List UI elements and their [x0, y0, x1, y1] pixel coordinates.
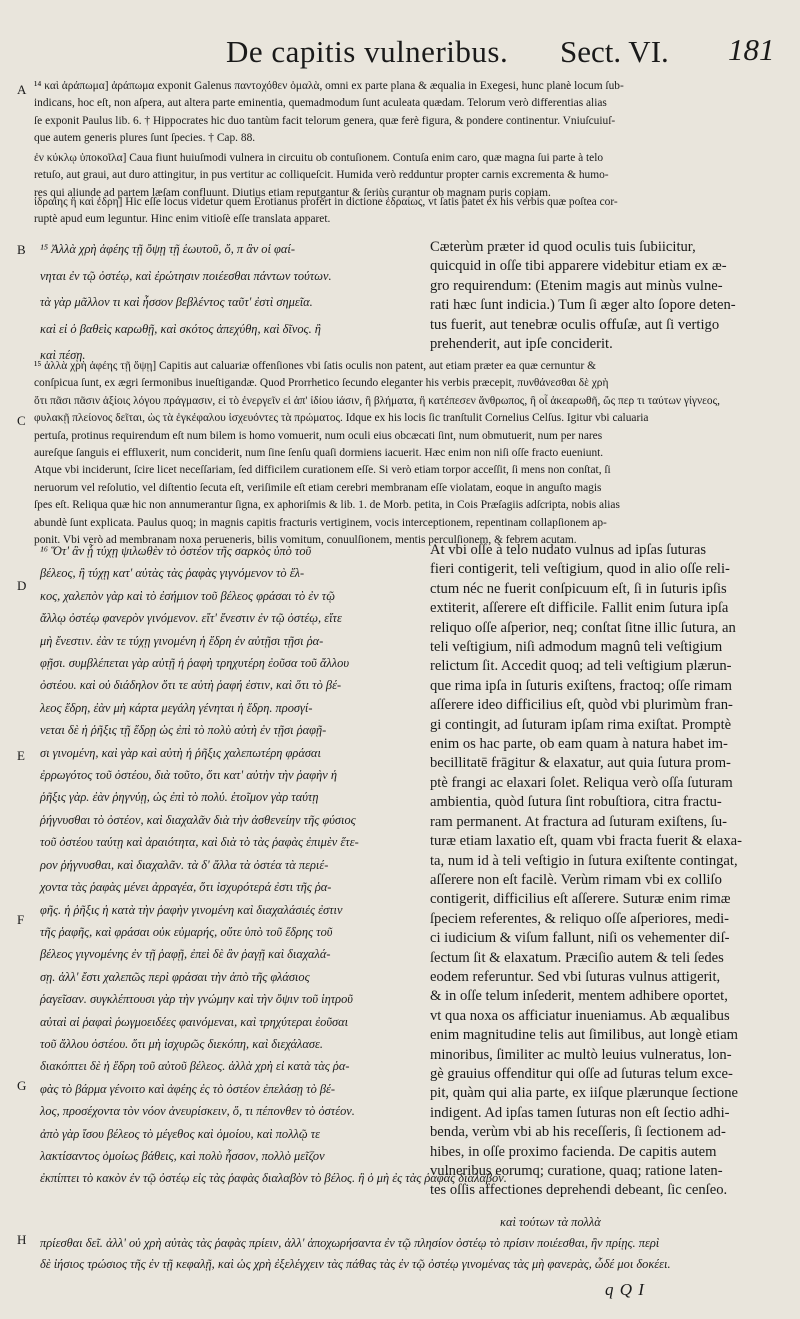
- signature-mark: q Q I: [605, 1280, 645, 1299]
- latin-line: indigent. Ad ipſas tamen ſuturas non eſt ſectio adhi-: [430, 1104, 730, 1121]
- latin-line: ram permanent. At fractura ad ſuturam exiſtens, ſu-: [430, 813, 728, 830]
- latin-line: que rima ipſa in ſuturis exiſtens, fractoq; oſſe rimam: [430, 677, 732, 694]
- greek-line: φῇσι. συμβλέπεται γὰρ αὐτῇ ἡ ῥαφὴ τρηχυτέρη ἐοῦσα τοῦ ἄλλου: [40, 656, 350, 671]
- latin-line: ſpeciem referentes, & reliquo oſſe aſperiores, medi-: [430, 910, 730, 927]
- running-title: De capitis vulneribus.: [226, 34, 509, 69]
- latin-line: eodem referuntur. Sed vbi ſuturas vulnus attigerit,: [430, 968, 721, 985]
- note-capitis: [34, 358, 780, 549]
- latin-line: ſectum ſit & elaxatum. Præciſio autem & teli ſedes: [430, 949, 724, 966]
- note-line: conſpicua ſunt, ex ægri ſermonibus inueſtigandæ. Quod Prorrhetico ſecundo eleganter his verbis præcepit, πυνθάνεσθαι δὲ χρὴ: [34, 377, 609, 390]
- greek-line: δὲ ἰήσιος τρώσιος τῆς ἐν τῇ κεφαλῇ, καὶ ὡς χρὴ ἐξελέγχειν τὰς πάθας τὰς ἐν τῷ ὀστέῳ γινομένας τὰς μὴ φανερὰς, ὧδέ μοι δοκέει.: [40, 1257, 671, 1271]
- section-title: Sect. VI.: [560, 34, 669, 69]
- note-line: ¹⁴ καὶ ἀράπωμα] ἀράπωμα exponit Galenus παντοχόθεν ὁμαλὰ, omni ex parte plana & æqualia in Exegesi, hunc planè locum ſub-: [34, 80, 624, 92]
- note-line: ὅτι πᾶσι πᾶσιν ἀξίοις λόγου πράγμασιν, εἰ τὸ ἐνεργεῖν εἰ ἀπ' ἰδίου ἰάσιν, ἢ βλήματα, ἢ κατέπεσεν ἄνθρωπος, ἢ οἷ ἀκεαρωθῆ, ὥς περ τι ταύτων γίγνεος,: [34, 394, 720, 407]
- latin-line: minoribus, ſimiliter ac multò leuius vulneratus, lon-: [430, 1046, 732, 1063]
- latin-line: becillitatē frāgitur & elaxatur, aut quia ſutura prom-: [430, 755, 731, 772]
- latin-line: teli veſtigium, niſi admodum magnû teli veſtigium: [430, 639, 723, 656]
- greek-line: ἄλλῳ ὀστέῳ φανερὸν γινόμενον. εἴτ' ἔνεστιν ἐν τῷ ὀστέῳ, εἴτε: [40, 611, 342, 626]
- latin-line: enim os hac parte, ob eam quam à natura habet im-: [430, 736, 728, 753]
- greek-line: καὶ τούτων τὰ πολλὰ: [500, 1215, 601, 1229]
- greek-line: τοῦ ὀστέου ταύτῃ καὶ ἀραιότητα, καὶ διὰ τὸ τὰς ῥαφὰς ἐπιμὲν ἕτε-: [40, 835, 359, 850]
- margin-letter-h: H: [17, 1232, 27, 1247]
- latin-line: reliquo oſſe aſperior, neq; conſtat ſitne illic ſutura, an: [430, 619, 736, 636]
- margin-letter-c: C: [17, 413, 26, 428]
- note-line: Atque vbi inciderunt, ſcire licet neceſſariam, ſed difficilem curationem eſſe. Si verò etiam torpor acceſſit, ſi mens non conſtat, ſi: [34, 464, 611, 477]
- latin-line: ctum néc ne fuerit conſpicuum eſt, ſi in ſuturis ipſis: [430, 580, 727, 597]
- greek-line: ῥήγνυσθαι τὸ ὀστέον, καὶ διαχαλᾶν διὰ τὴν ἀσθενείην τῆς φύσιος: [40, 812, 356, 827]
- greek-line: ἐρρωγότος τοῦ ὀστέου, διὰ τοῦτο, ὅτι κατ' αὐτὴν τὴν ῥαφὴν ἡ: [40, 768, 337, 783]
- greek-line: νηται ἐν τῷ ὀστέῳ, καὶ ἐρώτησιν ποιέεσθαι πάντων τούτων.: [40, 268, 332, 283]
- greek-line: ¹⁵ Ἀλλὰ χρὴ ἀφέης τῇ ὄψῃ τῇ ἑωυτοῦ, ὅ, π ἂν οἱ φαί-: [40, 242, 295, 256]
- greek-line: αὐταὶ αἱ ῥαφαὶ ῥωγμοειδέες φαινόμεναι, καὶ τρηχύτεραι ἐοῦσαι: [40, 1014, 349, 1029]
- margin-letter-a: A: [17, 82, 27, 97]
- greek-line: ῥῆξις γὰρ. ἐὰν ῥηγνύῃ, ὡς ἐπὶ τὸ πολύ. ἑτοῖμον γὰρ ταύτῃ: [40, 790, 319, 805]
- latin-line: gro requirendum: (Etenim magis aut minùs vulne-: [430, 277, 723, 294]
- latin-line: enim magnitudine telis aut ſimilibus, aut longè etiam: [430, 1027, 739, 1044]
- latin-line: extiterit, aſſerere eſt difficile. Fallit enim ſutura ipſa: [430, 600, 729, 617]
- greek-line: τῆς ῥαφῆς, καὶ φράσαι οὐκ εὐμαρής, οὔτε ὑπὸ τοῦ ἕδρης τοῦ: [40, 924, 333, 939]
- greek-line: λακτίσαντος ὁμοίως βάθεις, καὶ πολὺ ἧσσον, πολλὸ μεῖζον: [40, 1148, 325, 1163]
- latin-line: ambientia, quòd ſutura ſint robuſtiora, citra fractu-: [430, 794, 722, 811]
- note-line: ἐν κύκλῳ ὑποκοῖλα] Caua fiunt huiuſmodi vulnera in circuitu ob contuſionem. Contuſa enim caro, quæ magna ſui parte à telo: [34, 152, 604, 164]
- latin-line: relictum ſit. Accedit quoq; ad teli veſtigium plærun-: [430, 658, 732, 675]
- latin-line: turæ etiam laxatio eſt, quam vbi fracta fuerit & elaxa-: [430, 833, 743, 850]
- greek-line: ἀπὸ γὰρ ἴσου βέλεος τὸ μέγεθος καὶ ὁμοίου, καὶ πολλῷ τε: [40, 1126, 321, 1141]
- latin-text-b: [430, 238, 772, 354]
- greek-line: διακόπτει δὲ ἡ ἕδρη τοῦ αὐτοῦ βέλεος. ἀλλὰ χρὴ εἰ κατὰ τὰς ῥα-: [40, 1059, 350, 1074]
- note-line: ſpes eſt. Reliqua quæ hic non annumerantur ſigna, ex aphoriſmis & lib. 1. de Morb. petita, in Cois Præſagiis adſcripta, nobis alias: [34, 499, 620, 512]
- latin-text-d: [430, 541, 772, 1201]
- greek-line: μὴ ἔνεστιν. ἐὰν τε τύχῃ γινομένη ἡ ἕδρη ἐν αὐτῇσι τῇσι ῥα-: [40, 633, 324, 648]
- greek-line: νεται δὲ ἡ ῥῆξις τῇ ἕδρῃ ὡς ἐπὶ τὸ πολὺ αὐτὴ ἐν τῇσι ῥαφῇ-: [40, 723, 327, 738]
- note-line: que autem generis plures ſunt ſpecies. † Cap. 88.: [34, 132, 256, 145]
- latin-line: tes oſſis affectiones deprehendi debeant, ſic cenſeo.: [430, 1182, 728, 1199]
- note-line: neruorum vel reſolutio, vel diſtentio ſecuta eſt, veriſimile eſt etiam cerebri membranam eſſe violatam, eoque in anguſto magis: [34, 481, 602, 494]
- latin-line: & in oſſe telum inſederit, mentem adhibere oportet,: [430, 988, 728, 1005]
- greek-line: ἐκπίπτει τὸ κακὸν ἐν τῷ ὀστέῳ εἰς τὰς ῥαφὰς διαλαβὸν τὸ βέλος. ἢ ὁ μὴ ἐς τὰς ῥαφὰς διαλαβόν.: [40, 1171, 507, 1186]
- latin-line: quicquid in oſſe tibi apparere videbitur etiam ex æ-: [430, 258, 727, 275]
- note-line: retuſo, aut graui, aut duro attingitur, in pus vertitur ac colliqueſcit. Humida verò redduntur propter carnis excrementa & humo-: [34, 169, 609, 182]
- note-line: ponit. Vbi verò ad membranam noxa perueneris, bilis vomitum, conuulſionem, mentis perculſionem, & febrem acutam.: [34, 534, 577, 547]
- greek-text-d: [40, 540, 507, 1190]
- greek-line: πρίεσθαι δεῖ. ἀλλ' οὐ χρὴ αὐτὰς τὰς ῥαφὰς πρίειν, ἀλλ' ἀποχωρήσαντα ἐν τῷ πλησίον ὀστέῳ τὸ πρίσιν ποιέεσθαι, ἢν πρίῃς. περὶ: [40, 1236, 660, 1250]
- margin-letter-d: D: [17, 578, 27, 593]
- note-line: pertuſa, protinus requirendum eſt num bilem is homo vomuerit, num oculi eius obcæcati ſint, num obmutuerit, num per nares: [34, 429, 603, 442]
- greek-line: χοντα τὰς ῥαφὰς μένει ἀρραγέα, ὅτι ἰσχυρότερά ἐστι τῆς ῥα-: [40, 880, 332, 895]
- greek-line: λεος ἕδρη, ἐὰν μὴ κάρτα μεγάλη γένηται ἡ ἕδρη. προσγί-: [40, 700, 313, 715]
- greek-line: κος, χαλεπὸν γὰρ καὶ τὸ ἐσήμιον τοῦ βέλεος φράσαι τὸ ἐν τῷ: [40, 588, 335, 603]
- latin-line: pit, quàm qui alia parte, ex iiſque plærunque ſectione: [430, 1085, 739, 1102]
- latin-line: gè grauius offenditur qui oſſe ad ſuturas telum exce-: [430, 1065, 733, 1082]
- greek-line: φῆς. ἡ ῥῆξις ἡ κατὰ τὴν ῥαφὴν γινομένη καὶ διαχαλάσιές ἐστιν: [40, 902, 343, 917]
- note-line: φυλακῇ πλείονος δεῖται, ὡς τὰ ἐγκέφαλου ἰσχευόντες τὰ πρώματος. Idque ex his locis ſic tranſtulit Cornelius Celſus. Igitur vbi caluaria: [34, 412, 649, 425]
- latin-line: contigerit, difficilius eſt aſſerere. Suturæ enim rimæ: [430, 891, 731, 908]
- greek-text-b: [40, 236, 425, 369]
- latin-line: aſſerere ideo difficilius eſt, quòd vbi plurimùm fran-: [430, 697, 733, 714]
- greek-line: ρον ῥήγνυσθαι, καὶ διαχαλᾶν. τὰ δ' ἄλλα τὰ ὀστέα τὰ περιέ-: [40, 857, 329, 872]
- latin-line: prehenderit, aut ipſe conciderit.: [430, 336, 613, 353]
- latin-line: Cæterùm præter id quod oculis tuis ſubiicitur,: [430, 239, 696, 255]
- note-hedre: [34, 194, 780, 229]
- greek-line: ῥαγεῖσαν. συγκλέπτουσι γὰρ τὴν γνώμην καὶ τὴν ὄψιν τοῦ ἰητροῦ: [40, 992, 353, 1007]
- note-line: ἰδραίης ἢ καὶ ἐδρη] Hic eſſe locus videtur quem Erotianus profert in dictione ἐδραίως, vt ſatis patet ex his verbis quæ poſtea cor-: [34, 196, 618, 208]
- note-line: ruptè apud eum leguntur. Hinc enim vitioſè eſſe translata apparet.: [34, 213, 331, 226]
- latin-line: rati hæc ſunt indicia.) Tum ſi æger alto ſopore deten-: [430, 297, 736, 314]
- note-line: ¹⁵ ἀλλὰ χρὴ ἀφέης τῇ ὄψῃ] Capitis aut caluariæ offenſiones vbi ſatis oculis non patent, aut etiam præter ea quæ cernuntur &: [34, 360, 597, 372]
- latin-line: ptè frangi ac elaxari ſolet. Reliqua verò oſſa ſuturam: [430, 774, 733, 791]
- latin-line: vt qua noxa os afficiatur inueniamus. Ab æqualibus: [430, 1007, 730, 1024]
- greek-line: βέλεος, ἢ τύχῃ κατ' αὐτὰς τὰς ῥαφὰς γιγνόμενον τὸ ἕλ-: [40, 566, 305, 581]
- latin-line: ci iudicium & viſum fallunt, niſi os vehementer diſ-: [430, 930, 730, 947]
- note-line: indicans, hoc eſt, non aſpera, aut altera parte eminentia, quemadmodum ſunt aculeata quædam. Telorum verò differentias alias: [34, 97, 607, 110]
- margin-letter-b: B: [17, 242, 26, 257]
- note-line: ſe exponit Paulus lib. 6. † Hippocrates hic duo tantùm facit telorum genera, quæ ferè figura, & pondere continentur. Vniuſcuiuſ-: [34, 114, 616, 127]
- greek-line: λος, προσέχοντα τὸν νόον ἀνευρίσκειν, ὅ, τι πέπονθεν τὸ ὀστέον.: [40, 1104, 355, 1119]
- greek-line: βέλεος γιγνομένης ἐν τῇ ῥαφῇ, ἐπεὶ δὲ ἂν ῥαγῇ καὶ διαχαλά-: [40, 947, 331, 962]
- note-line: aureſque ſanguis ei effluxerit, num conciderit, num ſine ſenſu quaſi dormiens iacuerit. Hæc enim non niſi oſſe fracto eueniunt.: [34, 447, 604, 460]
- greek-line: καὶ πέσῃ.: [40, 348, 86, 362]
- latin-line: vulneribus eorumq; curatione, quaq; ratione laten-: [430, 1163, 723, 1179]
- latin-line: aſſerere non eſt facilè. Verùm rimam vbi ex colliſo: [430, 871, 722, 888]
- greek-line: σῃ. ἀλλ' ἔστι χαλεπῶς περὶ φράσαι τὴν ἀπὸ τῆς φλάσιος: [40, 969, 310, 984]
- latin-line: tus fuerit, aut tenebræ oculis offuſæ, aut ſi vertigo: [430, 316, 720, 333]
- latin-line: fieri contigerit, teli veſtigium, quod in alio oſſe reli-: [430, 561, 730, 578]
- greek-line: τοῦ ἄλλου ὀστέου. ὅτι μὴ ἰσχυρῶς διεκόπη, καὶ διεχάλασε.: [40, 1036, 323, 1051]
- note-line: res qui aliunde ad partem læſam confluunt. Diutius etiam reputgantur & ſeriùs curantur ob magnam puris copiam.: [34, 186, 551, 199]
- margin-letter-e: E: [17, 748, 25, 763]
- margin-letter-f: F: [17, 912, 25, 927]
- greek-line: φὰς τὸ βάρμα γένοιτο καὶ ἀφέης ἐς τὸ ὀστέον ἐπελάσῃ τὸ βέ-: [40, 1081, 336, 1096]
- running-head: [0, 32, 800, 80]
- page-number: 181: [728, 32, 775, 67]
- note-line: abundè ſunt explicata. Paulus quoq; in magnis capitis fracturis vertiginem, vocis interceptionem, repentinam collapſionem ap-: [34, 516, 607, 529]
- margin-letter-g: G: [17, 1078, 27, 1093]
- greek-line: καὶ εἰ ὁ βαθεὶς καρωθῇ, καὶ σκότος ἀπεχύθη, καὶ δῖνος. ἢ: [40, 321, 321, 336]
- greek-line: τὰ γὰρ μᾶλλον τι καὶ ἧσσον βεβλέντος ταῦτ' ἐστὶ σημεῖα.: [40, 295, 313, 309]
- greek-line: ¹⁶ Ὅτ' ἂν ᾗ τύχῃ ψιλωθὲν τὸ ὀστέον τῆς σαρκὸς ὑπὸ τοῦ: [40, 544, 312, 558]
- latin-line: gi contingit, ad ſuturam ipſam rima exiſtat. Promptè: [430, 716, 732, 733]
- latin-line: ta, num id à teli veſtigio in ſutura exiſtente contingat,: [430, 852, 738, 869]
- latin-line: benda, verùm vbi ab his receſſeris, ſi ſectionem ad-: [430, 1124, 726, 1141]
- footer-greek-text: [40, 1212, 780, 1275]
- greek-line: ὀστέου. καὶ οὐ διάδηλον ὅτι τε αὐτὴ ῥαφή ἐστιν, καὶ ὅτι τὸ βέ-: [40, 678, 342, 693]
- latin-line: hibes, in oſſe proximo facienda. De capitis autem: [430, 1143, 717, 1160]
- latin-line: At vbi oſſe à telo nudato vulnus ad ipſas ſuturas: [430, 542, 707, 558]
- note-arapoma: [34, 78, 780, 148]
- greek-line: σι γινομένη, καὶ γὰρ καὶ αὐτὴ ἡ ῥῆξις χαλεπωτέρη φράσαι: [40, 745, 321, 760]
